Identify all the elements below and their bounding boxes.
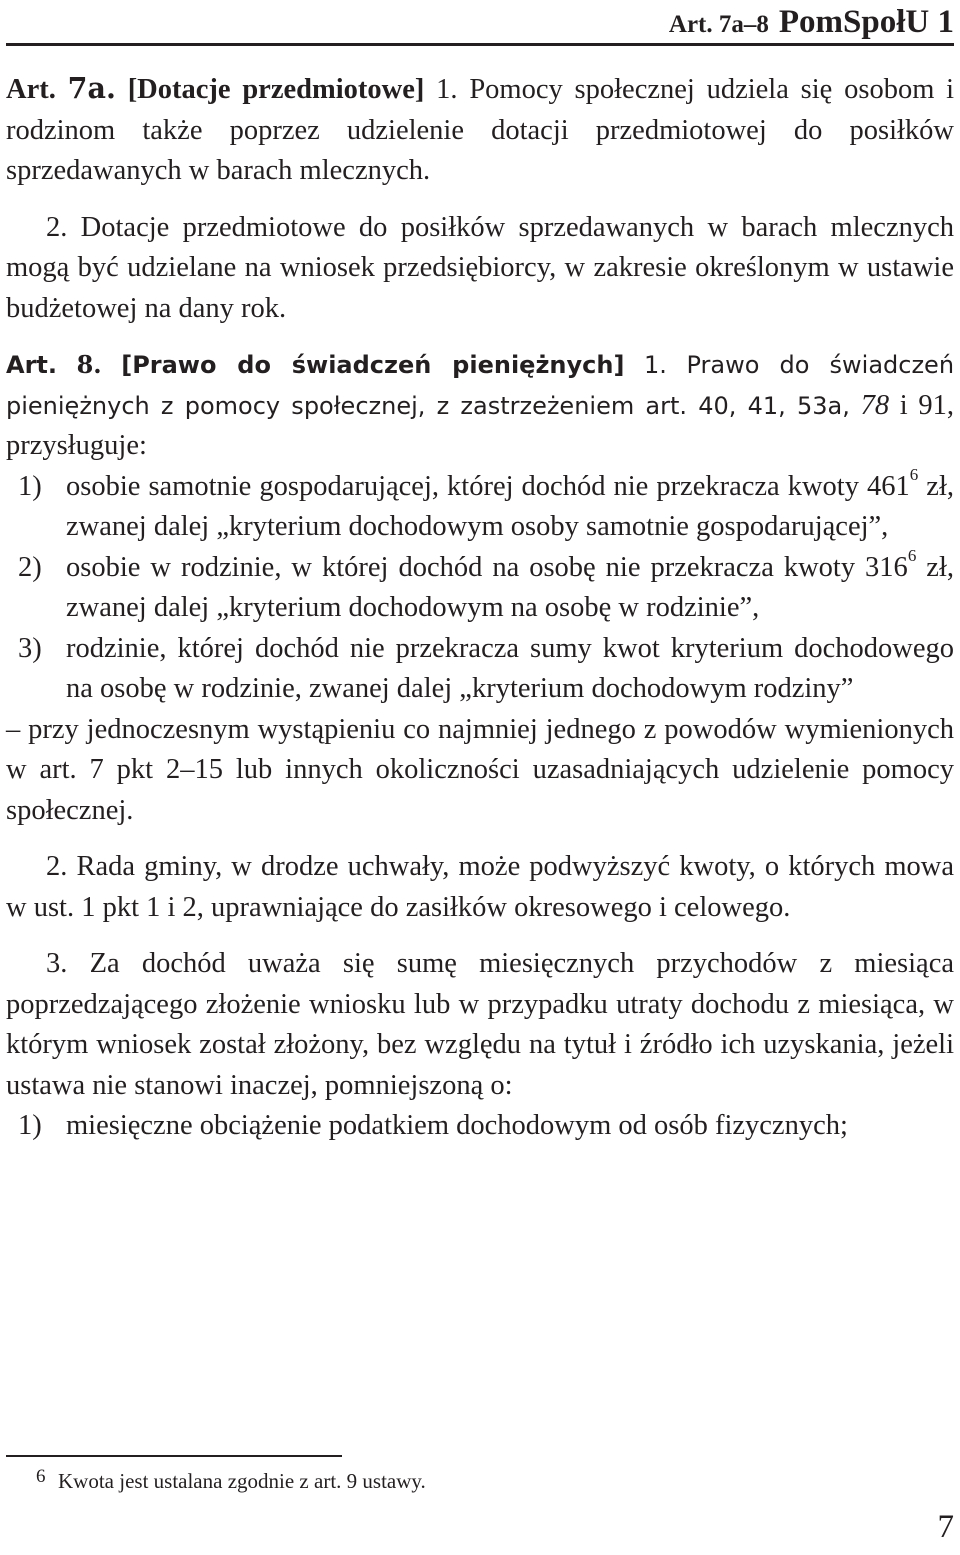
art7a-paragraph-2: 2. Dotacje przedmiotowe do posiłków sprzedawanych w barach mlecznych mogą być udzielane na wniosek przedsiębiorcy, w zakresie określonym w ustawie budżetowej na dany rok. [6, 211, 954, 324]
footnote-reference: 6 [909, 465, 919, 484]
footnote-reference: 6 [907, 546, 917, 565]
art8-paragraph-3: 3. Za dochód uważa się sumę miesięcznych przychodów z miesiąca poprzedzającego złożenie wniosku lub w przypadku utraty dochodu z miesiąca, w którym wniosek został złożony, bez względu na tytuł i źródło ich uzyskania, jeżeli ustawa nie stanowi inaczej, pomniejszoną o: [6, 948, 954, 1101]
art8-p1-number: 1. [644, 351, 667, 379]
art8-list-item-2 [6, 548, 954, 629]
list-item-text: rodzinie, której dochód nie przekracza sumy kwot kryterium dochodowego na osobę w rodzinie, zwanej dalej „kryterium dochodowym rodziny” [66, 632, 954, 704]
art8-title: [Prawo do świadczeń pieniężnych] [121, 351, 625, 379]
list-item-text: osobie w rodzinie, w której dochód na osobę nie przekracza kwoty 316 [66, 551, 908, 583]
art8-label: Art. [6, 351, 57, 379]
list-item-text-end: zł, zwanej dalej „kryterium dochodowym osoby samotnie gospodarującej”, [66, 470, 954, 542]
art8-number: 8. [76, 350, 102, 379]
footnote-mark: 6 [36, 1466, 46, 1487]
art8-p1-intro-end: i 91, przysługuje: [6, 389, 955, 461]
art8-list-item-1 [6, 467, 954, 548]
art7a-label: Art. [6, 74, 56, 105]
art7a-p1-number: 1. [436, 74, 458, 105]
art8-p1-intro: Prawo do świadczeń pieniężnych z pomocy społecznej, z zastrzeżeniem art. 40, 41, 53a, [6, 351, 955, 420]
art8-list-item-3 [6, 629, 954, 710]
body-text [6, 68, 954, 1147]
art8-p1-closing: – przy jednoczesnym wystąpieniu co najmniej jednego z powodów wymienionych w art. 7 pkt 2–15 lub innych okoliczności uzasadniających udzielenie pomocy społecznej. [6, 713, 954, 826]
header-act-abbreviation: PomSpołU 1 [778, 4, 954, 40]
list-item-number: 1) [18, 1110, 42, 1141]
footnote-text: Kwota jest ustalana zgodnie z art. 9 ustawy. [58, 1469, 426, 1493]
footnote [6, 1464, 954, 1500]
list-item-text-end: zł, zwanej dalej „kryterium dochodowym na osobę w rodzinie”, [66, 551, 954, 623]
footnote-rule [6, 1455, 342, 1457]
list-item-number: 3) [18, 632, 42, 664]
art8-p3-list-item-1 [6, 1106, 954, 1147]
art8-paragraph-2: 2. Rada gminy, w drodze uchwały, może podwyższyć kwoty, o których mowa w ust. 1 pkt 1 i 2, uprawniające do zasiłków okresowego i celowego. [6, 851, 954, 923]
header-rule [6, 43, 954, 46]
art7a-p1-text: Pomocy społecznej udziela się osobom i rodzinom także poprzez udzielenie dotacji przedmiotowej do posiłków sprzedawanych w barach mlecznych. [6, 74, 955, 186]
list-item-number: 1) [18, 470, 42, 502]
art7a-number: 7a. [67, 71, 116, 105]
running-header [669, 4, 954, 41]
art7a-title: [Dotacje przedmiotowe] [127, 74, 425, 105]
art8-p1-intro-italic: 78 [860, 389, 890, 421]
list-item-text: osobie samotnie gospodarującej, której dochód nie przekracza kwoty 461 [66, 470, 910, 502]
list-item-number: 2) [18, 551, 42, 583]
page-number: 7 [937, 1509, 954, 1545]
list-item-text: miesięczne obciążenie podatkiem dochodowym od osób fizycznych; [66, 1110, 848, 1141]
header-article-range: Art. 7a–8 [668, 11, 769, 38]
art8-paragraph-1 [6, 345, 954, 467]
art7a-paragraph-1 [6, 68, 954, 192]
